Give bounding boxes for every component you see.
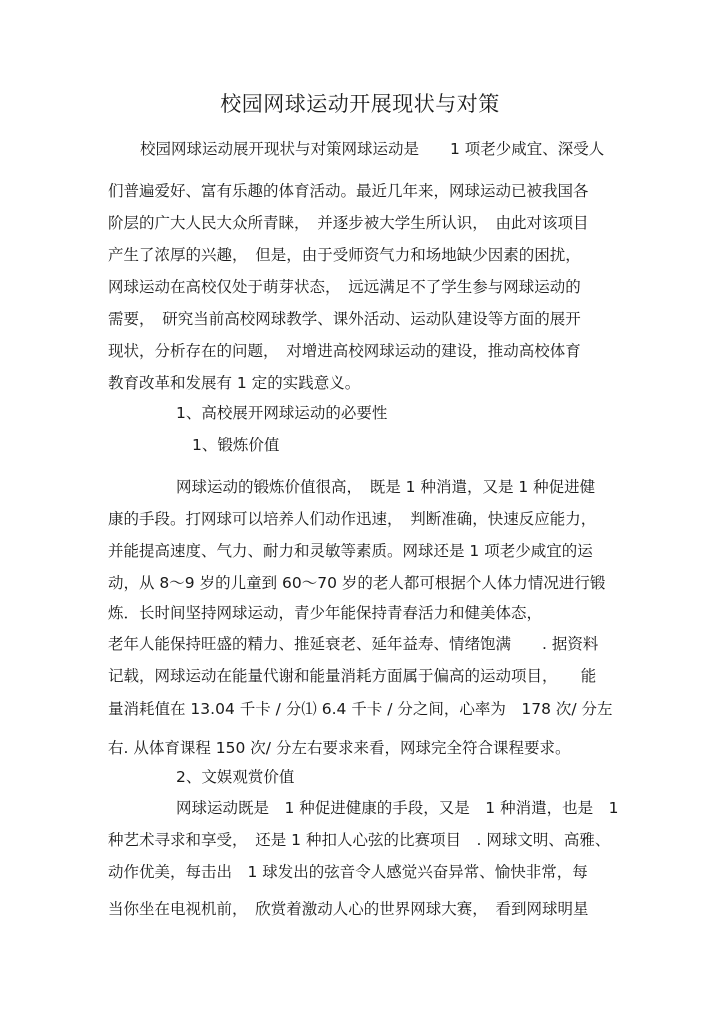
- section-heading-1: 1、高校展开网球运动的必要性: [176, 404, 388, 422]
- text-line-16: 量消耗值在 13.04 千卡 / 分⑴ 6.4 千卡 / 分之间，心率为 178 次/ 分左: [108, 700, 613, 718]
- text-line-7: 现状，分析存在的问题， 对增进高校网球运动的建设，推动高校体育: [108, 342, 581, 360]
- document-title: 校园网球运动开展现状与对策: [220, 92, 500, 116]
- text-line-13: 炼．长时间坚持网球运动，青少年能保持青春活力和健美体态，: [108, 604, 543, 622]
- text-line-17: 右. 从体育课程 150 次/ 分左右要求来看，网球完全符合课程要求。: [108, 739, 571, 757]
- text-line-8: 教育改革和发展有 1 定的实践意义。: [108, 374, 361, 392]
- text-line-12: 动，从 8～9 岁的儿童到 60～70 岁的老人都可根据个人体力情况进行锻: [108, 574, 606, 592]
- text-line-11: 并能提高速度、气力、耐力和灵敏等素质。网球还是 1 项老少咸宜的运: [108, 542, 593, 560]
- text-line-3: 阶层的广大人民大众所青睐， 并逐步被大学生所认识， 由此对该项目: [108, 214, 589, 232]
- text-line-20: 动作优美，每击出 1 球发出的弦音令人感觉兴奋异常、愉快非常，每: [108, 863, 588, 881]
- text-line-10: 康的手段。打网球可以培养人们动作迅速， 判断准确，快速反应能力，: [108, 510, 597, 528]
- text-line-18: 网球运动既是 1 种促进健康的手段，又是 1 种消遣，也是 1: [176, 799, 619, 817]
- text-line-1: 校园网球运动展开现状与对策网球运动是 1 项老少咸宜、深受人: [140, 140, 605, 158]
- text-line-5: 网球运动在高校仅处于萌芽状态， 远远满足不了学生参与网球运动的: [108, 278, 581, 296]
- text-line-15: 记载，网球运动在能量代谢和能量消耗方面属于偏高的运动项目， 能: [108, 667, 597, 685]
- text-line-9: 网球运动的锻炼价值很高， 既是 1 种消遣，又是 1 种促进健: [176, 478, 596, 496]
- text-line-4: 产生了浓厚的兴趣， 但是，由于受师资气力和场地缺少因素的困扰，: [108, 246, 581, 264]
- text-line-19: 种艺术寻求和享受， 还是 1 种扣人心弦的比赛项目 . 网球文明、高雅、: [108, 831, 611, 849]
- subsection-heading-1: 1、锻炼价值: [192, 436, 280, 454]
- text-line-2: 们普遍爱好、富有乐趣的体育活动。最近几年来，网球运动已被我国各: [108, 182, 589, 200]
- text-line-14: 老年人能保持旺盛的精力、推延衰老、延年益寿、情绪饱满 . 据资料: [108, 635, 599, 653]
- text-line-6: 需要， 研究当前高校网球教学、课外活动、运动队建设等方面的展开: [108, 310, 581, 328]
- subsection-heading-2: 2、文娱观赏价值: [176, 768, 295, 786]
- text-line-21: 当你坐在电视机前， 欣赏着激动人心的世界网球大赛， 看到网球明星: [108, 900, 589, 918]
